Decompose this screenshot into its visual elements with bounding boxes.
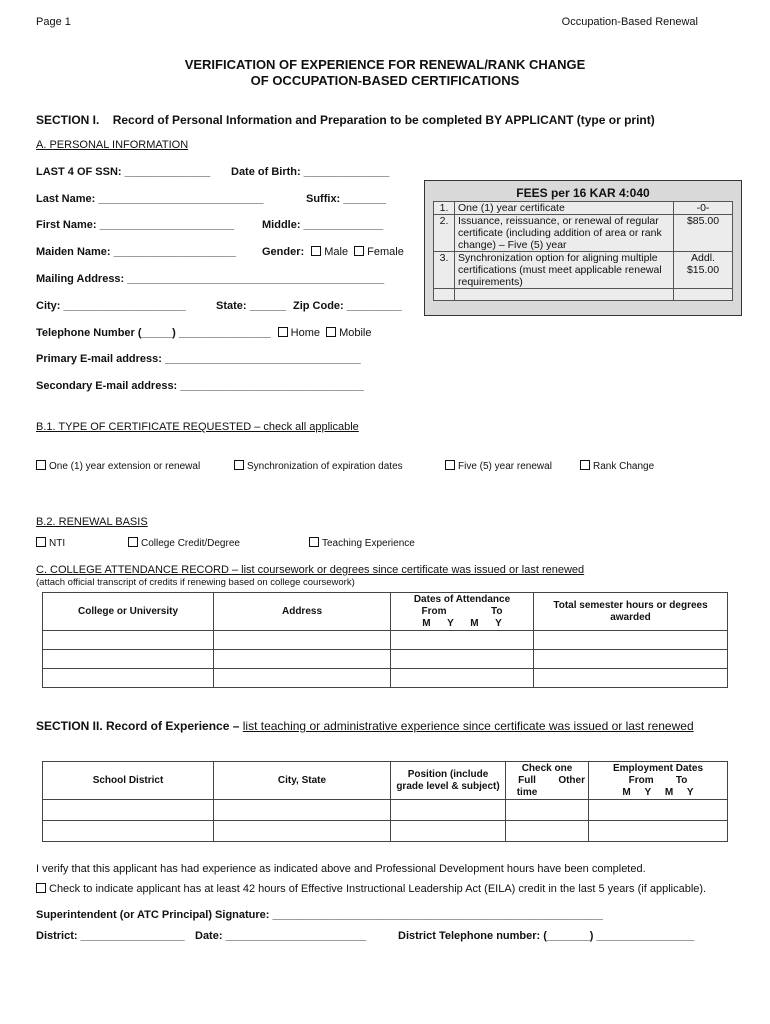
home-checkbox[interactable] [278, 327, 288, 337]
maiden-name-field[interactable]: Maiden Name: ____________________ [36, 246, 236, 258]
document-name: Occupation-Based Renewal [561, 16, 698, 28]
col-check-options [509, 775, 585, 799]
first-name-field[interactable]: First Name: ______________________ [36, 219, 235, 231]
renewal-option-teaching[interactable] [309, 537, 415, 549]
section1-label: SECTION I. [36, 113, 100, 127]
renewal-option-nti[interactable] [36, 537, 65, 549]
page-number: Page 1 [36, 16, 71, 28]
date-field[interactable]: Date: _______________________ [195, 930, 367, 942]
col-hours: Total semester hours or degrees awarded [534, 593, 728, 631]
female-checkbox[interactable] [354, 246, 364, 256]
col-from: From [421, 605, 447, 617]
cert-option-label: Rank Change [593, 461, 655, 472]
renewal-basis-heading: B.2. RENEWAL BASIS [36, 516, 148, 528]
col-check-label: Check one [521, 762, 573, 774]
fee-num: 3. [434, 252, 455, 289]
verify-statement: I verify that this applicant has had experience as indicated above and Professional Development hours have been completed. [36, 863, 646, 875]
fee-row-empty [434, 289, 733, 301]
fees-box [424, 180, 742, 316]
checkbox-icon[interactable] [36, 883, 46, 893]
fee-num: 1. [434, 202, 455, 215]
dob-field[interactable]: Date of Birth: ______________ [231, 166, 390, 178]
mobile-checkbox[interactable] [326, 327, 336, 337]
col-employment [589, 762, 728, 800]
checkbox-icon[interactable] [309, 537, 319, 547]
college-table [42, 592, 728, 688]
mailing-address-field[interactable]: Mailing Address: __________________________________________ [36, 273, 385, 285]
last-name-field[interactable]: Last Name: ___________________________ [36, 193, 264, 205]
form-title-line1: VERIFICATION OF EXPERIENCE FOR RENEWAL/RANK CHANGE [184, 57, 586, 72]
col-to: To [490, 605, 503, 617]
renewal-option-label: Teaching Experience [322, 538, 415, 549]
col-dates [391, 593, 534, 631]
col-other: Other [558, 774, 585, 786]
fee-row-1 [434, 202, 733, 215]
fee-num: 2. [434, 215, 455, 252]
experience-row[interactable] [43, 821, 728, 842]
col-district: School District [43, 762, 214, 800]
city-field[interactable]: City: ____________________ [36, 300, 186, 312]
district-phone-field[interactable]: District Telephone number: (_______) ________________ [398, 930, 695, 942]
fee-row-2 [434, 215, 733, 252]
renewal-option-college[interactable] [128, 537, 240, 549]
col-dates-fromto [394, 606, 530, 618]
fee-amount: -0- [674, 202, 733, 215]
signature-field[interactable]: Superintendent (or ATC Principal) Signature: ______________________________________________________ [36, 909, 603, 921]
cert-option-1[interactable] [36, 460, 200, 472]
col-from: From [628, 774, 654, 786]
section2-text: list teaching or administrative experience since certificate was issued or last renewed [242, 719, 694, 733]
col-position: Position (include grade level & subject) [391, 762, 506, 800]
district-field[interactable]: District: _________________ [36, 930, 185, 942]
college-row[interactable] [43, 650, 728, 669]
eila-check[interactable] [36, 883, 706, 895]
fee-amount: $85.00 [674, 215, 733, 252]
checkbox-icon[interactable] [234, 460, 244, 470]
checkbox-icon[interactable] [36, 537, 46, 547]
college-heading: C. COLLEGE ATTENDANCE RECORD – list coursework or degrees since certificate was issued or last renewed [36, 564, 585, 576]
col-full-time: Full time [516, 774, 538, 798]
cert-option-label: Synchronization of expiration dates [247, 461, 403, 472]
cert-option-4[interactable] [580, 460, 654, 472]
fees-title: FEES per 16 KAR 4:040 [516, 186, 650, 200]
zip-field[interactable]: Zip Code: _________ [293, 300, 402, 312]
gender-group [262, 246, 404, 258]
renewal-option-label: NTI [49, 538, 66, 549]
experience-row[interactable] [43, 800, 728, 821]
checkbox-icon[interactable] [128, 537, 138, 547]
fee-row-3 [434, 252, 733, 289]
checkbox-icon[interactable] [445, 460, 455, 470]
renewal-option-label: College Credit/Degree [141, 538, 240, 549]
middle-field[interactable]: Middle: _____________ [262, 219, 384, 231]
fee-description: Issuance, reissuance, or renewal of regular certificate (including addition of area or rank change) – Five (5) year [455, 215, 674, 252]
col-to: To [675, 774, 688, 786]
fee-amount: Addl. $15.00 [674, 252, 733, 289]
section2-heading [36, 719, 694, 733]
primary-email-field[interactable]: Primary E-mail address: ________________________________ [36, 353, 361, 365]
fee-description: Synchronization option for aligning multiple certifications (must meet applicable renewal requirements) [455, 252, 674, 289]
col-employment-fromto [592, 775, 724, 787]
fee-description: One (1) year certificate [455, 202, 674, 215]
personal-info-heading: A. PERSONAL INFORMATION [36, 139, 189, 151]
col-city-state: City, State [214, 762, 391, 800]
cert-type-heading: B.1. TYPE OF CERTIFICATE REQUESTED – check all applicable [36, 421, 359, 433]
college-row[interactable] [43, 669, 728, 688]
mobile-label: Mobile [339, 327, 372, 339]
col-my: M Y M Y [422, 617, 502, 629]
female-label: Female [367, 246, 404, 258]
suffix-field[interactable]: Suffix: _______ [306, 193, 387, 205]
male-label: Male [324, 246, 349, 258]
col-university: College or University [43, 593, 214, 631]
ssn-field[interactable]: LAST 4 OF SSN: ______________ [36, 166, 211, 178]
college-note: (attach official transcript of credits if renewing based on college coursework) [36, 577, 355, 588]
eila-label: Check to indicate applicant has at least 42 hours of Effective Instructional Leadership Act (EILA) credit in the last 5 years (if applicable). [49, 883, 707, 895]
form-title-line2: OF OCCUPATION-BASED CERTIFICATIONS [250, 73, 520, 88]
gender-label: Gender: [262, 246, 305, 258]
fees-table [433, 201, 733, 301]
section1-heading [36, 113, 655, 127]
checkbox-icon[interactable] [36, 460, 46, 470]
state-field[interactable]: State: ______ [216, 300, 287, 312]
experience-header-row [43, 762, 728, 800]
col-address: Address [214, 593, 391, 631]
cert-option-2[interactable] [234, 460, 403, 472]
cert-option-3[interactable] [445, 460, 552, 472]
secondary-email-field[interactable]: Secondary E-mail address: ______________________________ [36, 380, 364, 392]
cert-option-label: One (1) year extension or renewal [49, 461, 201, 472]
col-check [506, 762, 589, 800]
college-row[interactable] [43, 631, 728, 650]
phone-field[interactable]: Telephone Number (_____) _______________ [36, 327, 271, 339]
home-label: Home [290, 327, 321, 339]
checkbox-icon[interactable] [580, 460, 590, 470]
experience-table [42, 761, 728, 842]
col-my: M Y M Y [622, 786, 694, 798]
cert-option-label: Five (5) year renewal [458, 461, 552, 472]
male-checkbox[interactable] [311, 246, 321, 256]
college-header-row [43, 593, 728, 631]
section2-label: SECTION II. Record of Experience – [36, 719, 240, 733]
col-employment-label: Employment Dates [612, 762, 704, 774]
section1-text: Record of Personal Information and Preparation to be completed BY APPLICANT (type or print) [112, 113, 655, 127]
phone-group [36, 327, 371, 339]
col-dates-label: Dates of Attendance [413, 593, 511, 605]
